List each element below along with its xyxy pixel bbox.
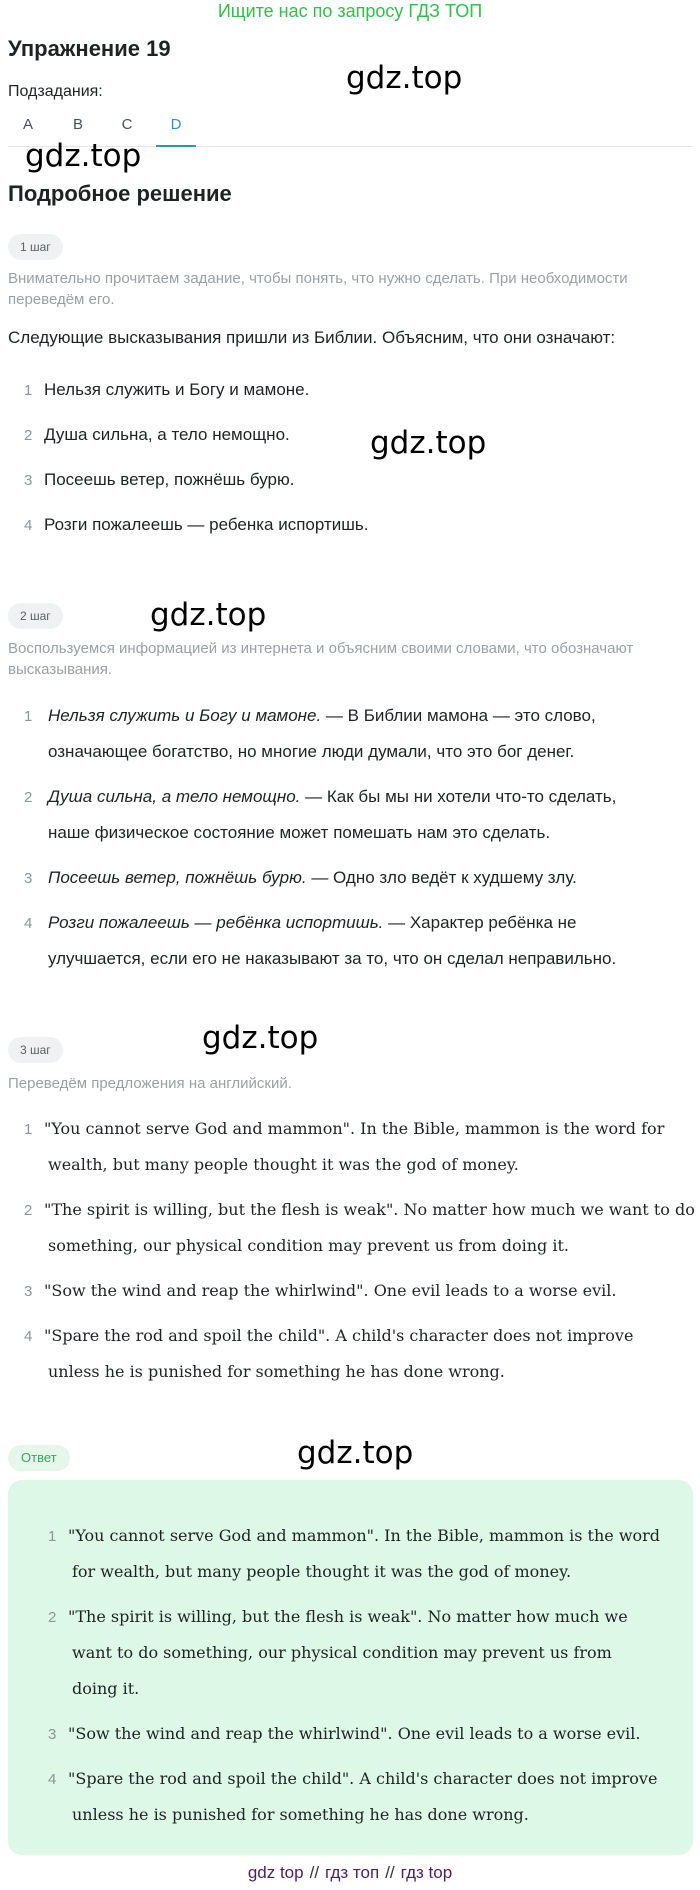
item-number: 4 xyxy=(24,1328,33,1345)
watermark: gdz.top xyxy=(346,60,463,96)
list-item xyxy=(24,515,694,560)
item-number: 2 xyxy=(24,789,33,806)
item-number: 4 xyxy=(24,517,33,534)
footer-link[interactable]: гдз топ xyxy=(325,1863,380,1882)
watermark: gdz.top xyxy=(297,1435,414,1471)
item-number: 1 xyxy=(24,1121,33,1138)
item-number: 1 xyxy=(24,708,33,725)
tab-a[interactable]: A xyxy=(22,116,33,133)
explanation-text: улучшается, если его не наказывают за то, что он сделал неправильно. xyxy=(48,949,617,968)
footer-link[interactable]: gdz top xyxy=(247,1863,304,1882)
item-text: "Sow the wind and reap the whirlwind". One evil leads to a worse evil. xyxy=(44,1281,617,1300)
quote-text: Розги пожалеешь — ребёнка испортишь. xyxy=(48,913,384,932)
item-text: doing it. xyxy=(72,1679,140,1698)
step-3-hint: Переведём предложения на английский. xyxy=(8,1075,292,1092)
watermark: gdz.top xyxy=(150,597,267,633)
step-1-hint: Внимательно прочитаем задание, чтобы понять, что нужно сделать. При необходимости переведём его. xyxy=(8,270,628,308)
item-number: 1 xyxy=(24,382,33,399)
explanation-text: — Характер ребёнка не xyxy=(383,913,577,932)
page-title: Упражнение 19 xyxy=(8,36,171,61)
explanation-text: — Как бы мы ни хотели что-то сделать, xyxy=(300,787,617,806)
step-3-badge: 3 шаг xyxy=(8,1037,63,1063)
item-text: Нельзя служить и Богу и мамоне. xyxy=(44,380,310,399)
item-text: "The spirit is willing, but the flesh is weak". No matter how much we xyxy=(68,1607,628,1626)
footer-separator: // xyxy=(385,1863,395,1882)
watermark: gdz.top xyxy=(202,1020,319,1056)
list-item xyxy=(24,425,694,470)
item-text: Розги пожалеешь — ребенка испортишь. xyxy=(44,515,369,534)
item-text: wealth, but many people thought it was the god of money. xyxy=(48,1155,519,1174)
item-number: 3 xyxy=(24,472,33,489)
watermark: gdz.top xyxy=(370,425,487,461)
item-number: 4 xyxy=(24,915,33,932)
item-number: 2 xyxy=(24,427,33,444)
item-text: "The spirit is willing, but the flesh is weak". No matter how much we want to do xyxy=(44,1200,695,1219)
step-2-hint: Воспользуемся информацией из интернета и объясним своими словами, что обозначают высказывания. xyxy=(8,640,634,678)
item-text: Душа сильна, а тело немощно. xyxy=(44,425,290,444)
solution-title: Подробное решение xyxy=(8,181,232,206)
step-1-list xyxy=(24,380,694,560)
explanation-text: наше физическое состояние может помешать нам это сделать. xyxy=(48,823,551,842)
item-number: 2 xyxy=(48,1609,57,1626)
quote-text: Посеешь ветер, пожнёшь бурю. xyxy=(48,868,307,887)
subtasks-label: Подзадания: xyxy=(8,83,103,100)
step-2-badge: 2 шаг xyxy=(8,603,63,629)
item-text: "Spare the rod and spoil the child". A child's character does not improve xyxy=(44,1326,634,1345)
item-text: unless he is punished for something he has done wrong. xyxy=(48,1362,505,1381)
item-text: something, our physical condition may prevent us from doing it. xyxy=(48,1236,570,1255)
watermark: gdz.top xyxy=(25,138,142,174)
footer-link[interactable]: гдз top xyxy=(400,1863,453,1882)
item-number: 3 xyxy=(24,1283,33,1300)
tab-b[interactable]: B xyxy=(72,116,83,133)
tab-d[interactable]: D xyxy=(156,116,196,147)
item-text: "Spare the rod and spoil the child". A child's character does not improve xyxy=(68,1769,658,1788)
explanation-text: — В Библии мамона — это слово, xyxy=(321,706,596,725)
list-item xyxy=(24,380,694,425)
item-number: 3 xyxy=(24,870,33,887)
explanation-text: — Одно зло ведёт к худшему злу. xyxy=(306,868,577,887)
quote-text: Нельзя служить и Богу и мамоне. xyxy=(48,706,322,725)
item-text: unless he is punished for something he has done wrong. xyxy=(72,1805,529,1824)
item-text: "You cannot serve God and mammon". In the Bible, mammon is the word for xyxy=(44,1119,665,1138)
list-item xyxy=(24,470,694,515)
tab-c[interactable]: C xyxy=(121,116,133,133)
item-text: "Sow the wind and reap the whirlwind". One evil leads to a worse evil. xyxy=(68,1724,641,1743)
answer-badge: Ответ xyxy=(8,1445,70,1471)
item-text: for wealth, but many people thought it was the god of money. xyxy=(72,1562,572,1581)
item-number: 3 xyxy=(48,1726,57,1743)
item-number: 1 xyxy=(48,1528,57,1545)
item-number: 2 xyxy=(24,1202,33,1219)
explanation-text: означающее богатство, но многие люди думали, что это бог денег. xyxy=(48,742,575,761)
search-banner: Ищите нас по запросу ГДЗ ТОП xyxy=(217,1,483,21)
item-text: want to do something, our physical condition may prevent us from xyxy=(72,1643,612,1662)
item-text: "You cannot serve God and mammon". In the Bible, mammon is the word xyxy=(68,1526,661,1545)
footer-separator: // xyxy=(309,1863,320,1882)
step-1-badge: 1 шаг xyxy=(8,234,63,260)
footer-links xyxy=(0,1863,700,1883)
step-1-intro: Следующие высказывания пришли из Библии. Объясним, что они означают: xyxy=(8,328,616,347)
quote-text: Душа сильна, а тело немощно. xyxy=(48,787,301,806)
item-text: Посеешь ветер, пожнёшь бурю. xyxy=(44,470,295,489)
item-number: 4 xyxy=(48,1771,57,1788)
